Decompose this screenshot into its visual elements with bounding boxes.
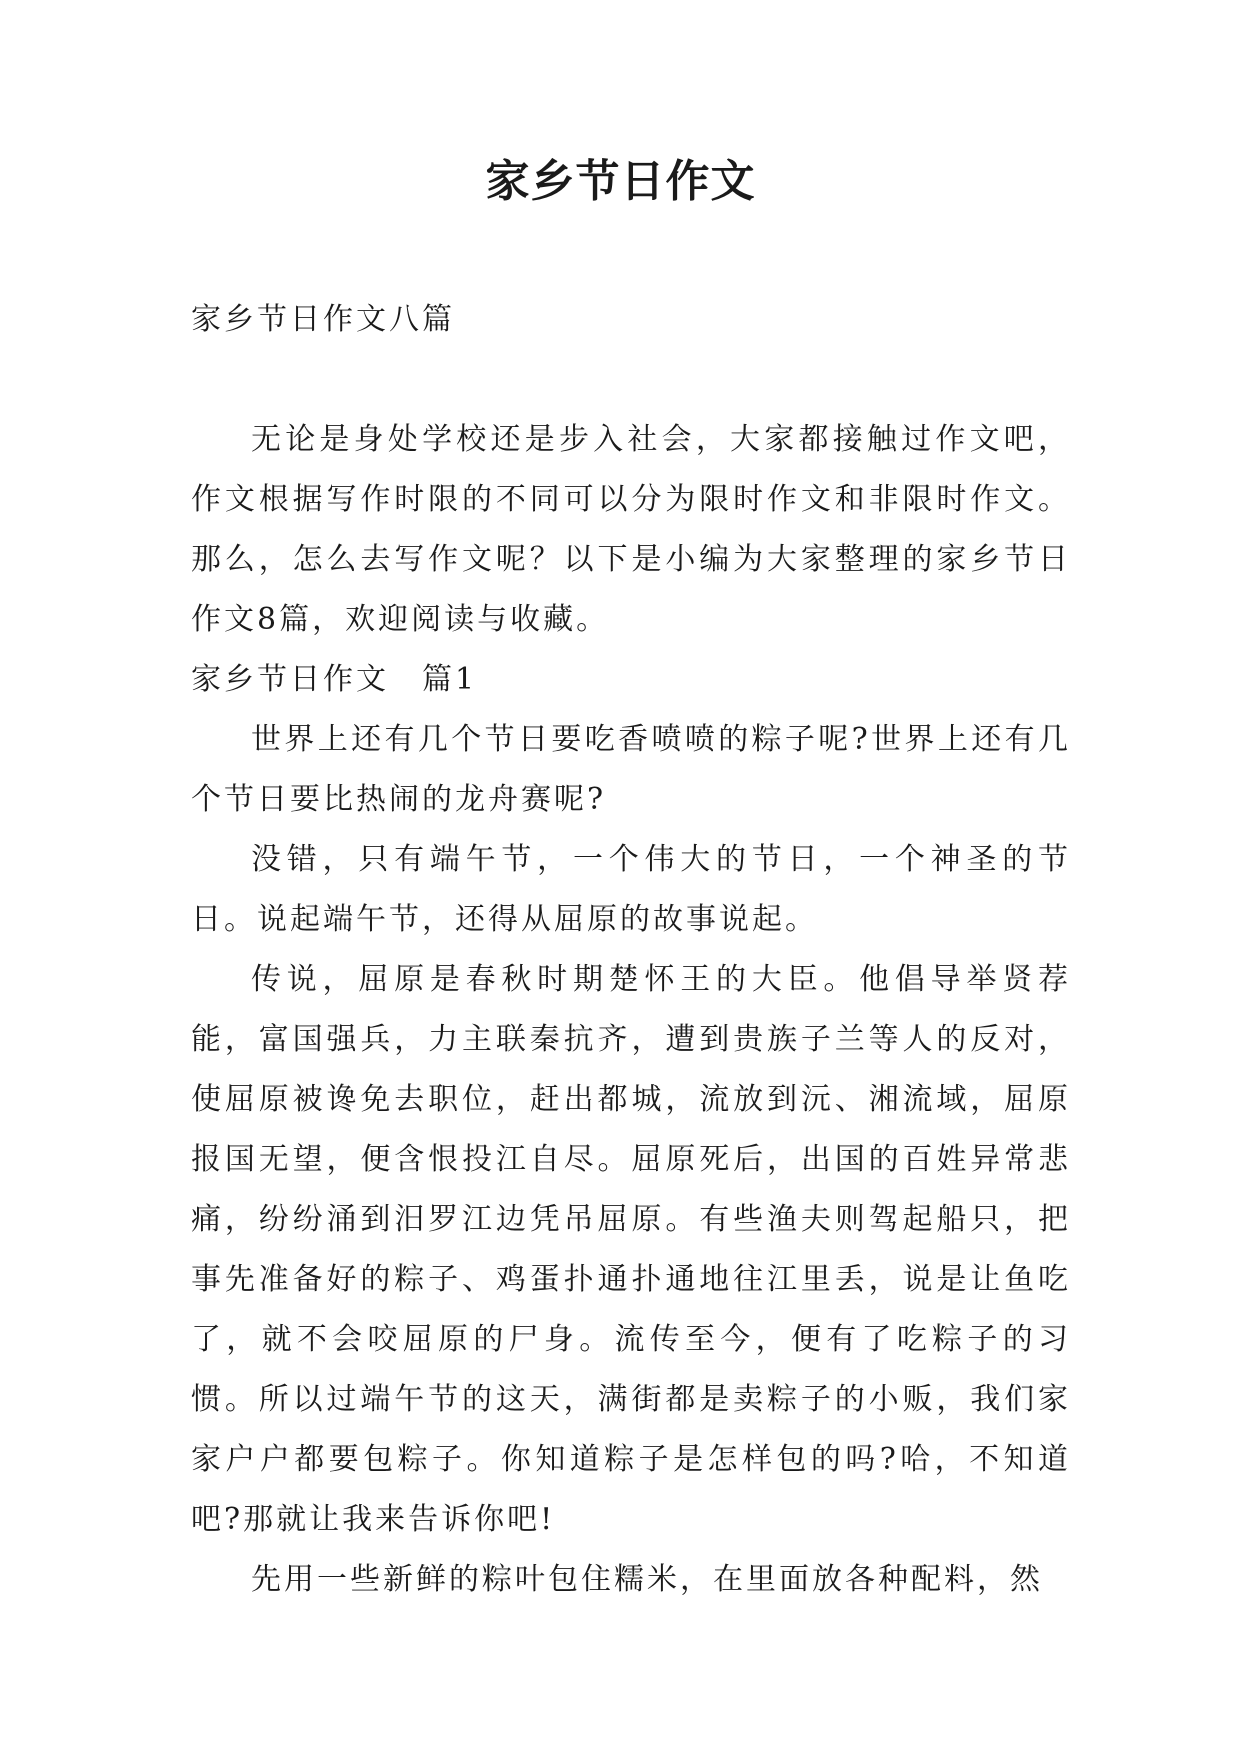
body-paragraph: 世界上还有几个节日要吃香喷喷的粽子呢?世界上还有几个节日要比热闹的龙舟赛呢? bbox=[191, 722, 1071, 817]
document-subtitle: 家乡节日作文八篇 bbox=[191, 302, 455, 337]
body-paragraph: 没错，只有端午节，一个伟大的节日，一个神圣的节日。说起端午节，还得从屈原的故事说起。 bbox=[191, 842, 1071, 937]
document-title: 家乡节日作文 bbox=[485, 156, 756, 207]
document-body bbox=[191, 290, 1071, 1610]
section-heading: 家乡节日作文 篇1 bbox=[191, 662, 478, 697]
body-paragraph: 先用一些新鲜的粽叶包住糯米，在里面放各种配料，然 bbox=[251, 1562, 1043, 1597]
body-paragraph: 传说，屈原是春秋时期楚怀王的大臣。他倡导举贤荐能，富国强兵，力主联秦抗齐，遭到贵族子兰等人的反对，使屈原被谗免去职位，赶出都城，流放到沅、湘流域，屈原报国无望，便含恨投江自尽。屈原死后，出国的百姓异常悲痛，纷纷涌到汨罗江边凭吊屈原。有些渔夫则驾起船只，把事先准备好的粽子、鸡蛋扑通扑通地往江里丢，说是让鱼吃了，就不会咬屈原的尸身。流传至今，便有了吃粽子的习惯。所以过端午节的这天，满街都是卖粽子的小贩，我们家家户户都要包粽子。你知道粽子是怎样包的吗?哈，不知道吧?那就让我来告诉你吧! bbox=[191, 962, 1071, 1537]
intro-paragraph: 无论是身处学校还是步入社会，大家都接触过作文吧，作文根据写作时限的不同可以分为限时作文和非限时作文。那么，怎么去写作文呢？以下是小编为大家整理的家乡节日作文8篇，欢迎阅读与收藏。 bbox=[191, 422, 1071, 637]
